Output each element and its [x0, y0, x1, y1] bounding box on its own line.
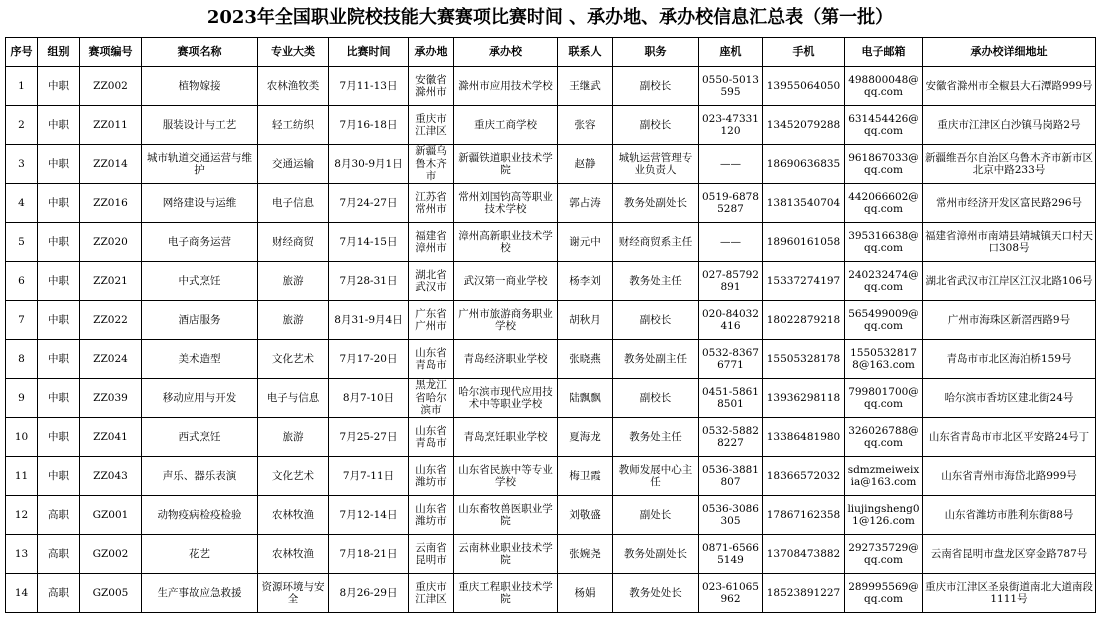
cell-mobile: 17867162358	[763, 496, 845, 535]
cell-host-school: 广州市旅游商务职业学校	[454, 301, 558, 340]
cell-event-name: 动物疫病检疫检验	[142, 496, 258, 535]
cell-mobile: 18960161058	[763, 223, 845, 262]
cell-position: 副校长	[613, 379, 699, 418]
cell-group: 中职	[38, 379, 80, 418]
header-group: 组别	[38, 38, 80, 67]
cell-address: 新疆维吾尔自治区乌鲁木齐市新市区北京中路233号	[923, 145, 1096, 184]
header-host-location: 承办地	[409, 38, 454, 67]
cell-event-code: ZZ014	[80, 145, 142, 184]
cell-position: 教务处处长	[613, 574, 699, 613]
summary-table	[5, 37, 1096, 613]
cell-major-category: 交通运输	[258, 145, 329, 184]
cell-address: 山东省青州市海岱北路999号	[923, 457, 1096, 496]
cell-index: 7	[6, 301, 38, 340]
header-competition-time: 比赛时间	[329, 38, 409, 67]
cell-event-name: 植物嫁接	[142, 67, 258, 106]
cell-event-name: 西式烹饪	[142, 418, 258, 457]
table-row	[6, 145, 1096, 184]
cell-email: sdmzmeiweixia@163.com	[845, 457, 923, 496]
cell-landline: 0536-3881807	[699, 457, 763, 496]
cell-major-category: 农林牧渔	[258, 535, 329, 574]
cell-host-location: 山东省潍坊市	[409, 457, 454, 496]
cell-event-code: ZZ039	[80, 379, 142, 418]
cell-index: 10	[6, 418, 38, 457]
cell-group: 高职	[38, 496, 80, 535]
header-row	[6, 38, 1096, 67]
header-major-category: 专业大类	[258, 38, 329, 67]
cell-host-school: 重庆工程职业技术学院	[454, 574, 558, 613]
cell-competition-time: 8月30-9月1日	[329, 145, 409, 184]
cell-position: 教务处副主任	[613, 340, 699, 379]
cell-landline: 0550-5013595	[699, 67, 763, 106]
cell-competition-time: 7月17-20日	[329, 340, 409, 379]
cell-host-school: 青岛烹饪职业学校	[454, 418, 558, 457]
cell-mobile: 15337274197	[763, 262, 845, 301]
cell-email: 15505328178@163.com	[845, 340, 923, 379]
cell-landline: 0532-83676771	[699, 340, 763, 379]
cell-event-name: 花艺	[142, 535, 258, 574]
cell-group: 中职	[38, 340, 80, 379]
cell-email: liujingsheng01@126.com	[845, 496, 923, 535]
table-row	[6, 301, 1096, 340]
cell-event-code: ZZ002	[80, 67, 142, 106]
header-event-code: 赛项编号	[80, 38, 142, 67]
cell-address: 安徽省滁州市全椒县大石潭路999号	[923, 67, 1096, 106]
cell-address: 常州市经济开发区富民路296号	[923, 184, 1096, 223]
table-body	[6, 67, 1096, 613]
cell-host-school: 新疆铁道职业技术学院	[454, 145, 558, 184]
cell-event-code: ZZ020	[80, 223, 142, 262]
cell-host-location: 江苏省常州市	[409, 184, 454, 223]
cell-host-location: 重庆市江津区	[409, 106, 454, 145]
header-index: 序号	[6, 38, 38, 67]
header-email: 电子邮箱	[845, 38, 923, 67]
cell-host-location: 安徽省滁州市	[409, 67, 454, 106]
cell-landline: 023-61065962	[699, 574, 763, 613]
cell-email: 326026788@qq.com	[845, 418, 923, 457]
table-row	[6, 535, 1096, 574]
cell-major-category: 电子与信息	[258, 379, 329, 418]
cell-event-code: GZ002	[80, 535, 142, 574]
cell-mobile: 13936298118	[763, 379, 845, 418]
cell-contact: 夏海龙	[558, 418, 613, 457]
cell-contact: 杨娟	[558, 574, 613, 613]
cell-major-category: 财经商贸	[258, 223, 329, 262]
cell-group: 中职	[38, 223, 80, 262]
cell-host-location: 重庆市江津区	[409, 574, 454, 613]
cell-contact: 谢元中	[558, 223, 613, 262]
cell-index: 8	[6, 340, 38, 379]
cell-landline: 0536-3086305	[699, 496, 763, 535]
cell-competition-time: 7月16-18日	[329, 106, 409, 145]
cell-competition-time: 7月25-27日	[329, 418, 409, 457]
cell-address: 青岛市市北区海泊桥159号	[923, 340, 1096, 379]
cell-position: 教务处主任	[613, 418, 699, 457]
cell-major-category: 旅游	[258, 262, 329, 301]
cell-contact: 张容	[558, 106, 613, 145]
cell-landline: 027-85792891	[699, 262, 763, 301]
cell-contact: 张晓燕	[558, 340, 613, 379]
table-row	[6, 223, 1096, 262]
cell-position: 副校长	[613, 106, 699, 145]
cell-event-name: 电子商务运营	[142, 223, 258, 262]
cell-address: 哈尔滨市香坊区建北街24号	[923, 379, 1096, 418]
cell-event-name: 城市轨道交通运营与维护	[142, 145, 258, 184]
cell-mobile: 15505328178	[763, 340, 845, 379]
cell-event-code: ZZ043	[80, 457, 142, 496]
header-host-school: 承办校	[454, 38, 558, 67]
cell-email: 289995569@qq.com	[845, 574, 923, 613]
cell-group: 中职	[38, 145, 80, 184]
table-row	[6, 184, 1096, 223]
cell-address: 山东省潍坊市胜利东街88号	[923, 496, 1096, 535]
table-row	[6, 262, 1096, 301]
cell-mobile: 13386481980	[763, 418, 845, 457]
cell-contact: 张婉尧	[558, 535, 613, 574]
cell-email: 799801700@qq.com	[845, 379, 923, 418]
cell-address: 重庆市江津区圣泉街道南北大道南段1111号	[923, 574, 1096, 613]
cell-mobile: 13452079288	[763, 106, 845, 145]
cell-address: 云南省昆明市盘龙区穿金路787号	[923, 535, 1096, 574]
header-contact: 联系人	[558, 38, 613, 67]
cell-position: 财经商贸系主任	[613, 223, 699, 262]
cell-email: 565499009@qq.com	[845, 301, 923, 340]
cell-mobile: 13708473882	[763, 535, 845, 574]
cell-major-category: 农林渔牧类	[258, 67, 329, 106]
cell-mobile: 13955064050	[763, 67, 845, 106]
cell-major-category: 轻工纺织	[258, 106, 329, 145]
cell-competition-time: 7月24-27日	[329, 184, 409, 223]
cell-event-code: ZZ011	[80, 106, 142, 145]
cell-index: 3	[6, 145, 38, 184]
cell-index: 6	[6, 262, 38, 301]
table-row	[6, 67, 1096, 106]
cell-landline: 0871-65665149	[699, 535, 763, 574]
cell-event-code: GZ005	[80, 574, 142, 613]
table-row	[6, 106, 1096, 145]
cell-host-location: 黑龙江省哈尔滨市	[409, 379, 454, 418]
cell-index: 13	[6, 535, 38, 574]
cell-mobile: 18366572032	[763, 457, 845, 496]
cell-landline: ——	[699, 145, 763, 184]
cell-host-school: 山东畜牧兽医职业学院	[454, 496, 558, 535]
cell-mobile: 18523891227	[763, 574, 845, 613]
cell-event-code: ZZ024	[80, 340, 142, 379]
cell-group: 中职	[38, 184, 80, 223]
cell-event-code: ZZ021	[80, 262, 142, 301]
cell-event-code: GZ001	[80, 496, 142, 535]
document-title: 2023年全国职业院校技能大赛赛项比赛时间 、承办地、承办校信息汇总表（第一批）	[206, 7, 894, 28]
cell-event-name: 移动应用与开发	[142, 379, 258, 418]
cell-competition-time: 7月12-14日	[329, 496, 409, 535]
cell-contact: 胡秋月	[558, 301, 613, 340]
cell-major-category: 旅游	[258, 301, 329, 340]
table-row	[6, 457, 1096, 496]
cell-host-location: 山东省青岛市	[409, 418, 454, 457]
cell-host-school: 青岛经济职业学校	[454, 340, 558, 379]
cell-competition-time: 7月28-31日	[329, 262, 409, 301]
cell-host-school: 哈尔滨市现代应用技术中等职业学校	[454, 379, 558, 418]
table-row	[6, 379, 1096, 418]
cell-competition-time: 8月26-29日	[329, 574, 409, 613]
cell-host-school: 常州刘国钧高等职业技术学校	[454, 184, 558, 223]
cell-position: 教务处副处长	[613, 184, 699, 223]
table-row	[6, 418, 1096, 457]
cell-host-location: 广东省广州市	[409, 301, 454, 340]
cell-group: 中职	[38, 106, 80, 145]
cell-event-code: ZZ016	[80, 184, 142, 223]
cell-index: 11	[6, 457, 38, 496]
header-position: 职务	[613, 38, 699, 67]
cell-competition-time: 7月18-21日	[329, 535, 409, 574]
cell-competition-time: 7月14-15日	[329, 223, 409, 262]
cell-contact: 梅卫霞	[558, 457, 613, 496]
cell-event-name: 声乐、器乐表演	[142, 457, 258, 496]
cell-contact: 郭占涛	[558, 184, 613, 223]
cell-event-name: 生产事故应急救援	[142, 574, 258, 613]
cell-group: 中职	[38, 301, 80, 340]
cell-major-category: 电子信息	[258, 184, 329, 223]
cell-landline: 0451-58618501	[699, 379, 763, 418]
cell-host-location: 湖北省武汉市	[409, 262, 454, 301]
cell-major-category: 文化艺术	[258, 457, 329, 496]
cell-address: 山东省青岛市市北区平安路24号丁	[923, 418, 1096, 457]
cell-group: 高职	[38, 574, 80, 613]
cell-group: 中职	[38, 418, 80, 457]
header-mobile: 手机	[763, 38, 845, 67]
cell-event-name: 网络建设与运维	[142, 184, 258, 223]
cell-host-school: 漳州高新职业技术学校	[454, 223, 558, 262]
cell-host-school: 重庆工商学校	[454, 106, 558, 145]
cell-event-name: 中式烹饪	[142, 262, 258, 301]
table-row	[6, 496, 1096, 535]
cell-group: 中职	[38, 457, 80, 496]
cell-email: 395316638@qq.com	[845, 223, 923, 262]
cell-index: 5	[6, 223, 38, 262]
cell-host-school: 云南林业职业技术学院	[454, 535, 558, 574]
header-address: 承办校详细地址	[923, 38, 1096, 67]
cell-event-code: ZZ041	[80, 418, 142, 457]
cell-major-category: 文化艺术	[258, 340, 329, 379]
cell-contact: 刘敬盛	[558, 496, 613, 535]
cell-event-code: ZZ022	[80, 301, 142, 340]
cell-position: 教务处副处长	[613, 535, 699, 574]
cell-host-location: 新疆乌鲁木齐市	[409, 145, 454, 184]
cell-landline: 023-47331120	[699, 106, 763, 145]
cell-position: 教师发展中心主任	[613, 457, 699, 496]
cell-email: 292735729@qq.com	[845, 535, 923, 574]
cell-host-school: 武汉第一商业学校	[454, 262, 558, 301]
cell-event-name: 酒店服务	[142, 301, 258, 340]
cell-event-name: 美术造型	[142, 340, 258, 379]
cell-major-category: 资源环境与安全	[258, 574, 329, 613]
cell-index: 2	[6, 106, 38, 145]
cell-contact: 陆飘飘	[558, 379, 613, 418]
cell-major-category: 旅游	[258, 418, 329, 457]
cell-email: 631454426@qq.com	[845, 106, 923, 145]
cell-host-location: 云南省昆明市	[409, 535, 454, 574]
header-event-name: 赛项名称	[142, 38, 258, 67]
cell-mobile: 13813540704	[763, 184, 845, 223]
cell-position: 副校长	[613, 67, 699, 106]
cell-host-location: 山东省青岛市	[409, 340, 454, 379]
cell-competition-time: 7月11-13日	[329, 67, 409, 106]
cell-email: 442066602@qq.com	[845, 184, 923, 223]
cell-index: 1	[6, 67, 38, 106]
cell-contact: 杨李刘	[558, 262, 613, 301]
cell-competition-time: 7月7-11日	[329, 457, 409, 496]
cell-host-school: 山东省民族中等专业学校	[454, 457, 558, 496]
cell-index: 14	[6, 574, 38, 613]
cell-address: 广州市海珠区新滘西路9号	[923, 301, 1096, 340]
cell-position: 副处长	[613, 496, 699, 535]
cell-address: 湖北省武汉市江岸区江汉北路106号	[923, 262, 1096, 301]
cell-position: 副校长	[613, 301, 699, 340]
cell-group: 中职	[38, 67, 80, 106]
cell-address: 福建省漳州市南靖县靖城镇天口村天口308号	[923, 223, 1096, 262]
cell-index: 4	[6, 184, 38, 223]
cell-event-name: 服装设计与工艺	[142, 106, 258, 145]
cell-major-category: 农林牧渔	[258, 496, 329, 535]
cell-position: 城轨运营管理专业负责人	[613, 145, 699, 184]
cell-position: 教务处主任	[613, 262, 699, 301]
cell-contact: 赵静	[558, 145, 613, 184]
table-row	[6, 340, 1096, 379]
cell-host-location: 山东省潍坊市	[409, 496, 454, 535]
cell-mobile: 18690636835	[763, 145, 845, 184]
cell-email: 498800048@qq.com	[845, 67, 923, 106]
cell-competition-time: 8月31-9月4日	[329, 301, 409, 340]
cell-host-location: 福建省漳州市	[409, 223, 454, 262]
cell-landline: 0532-58828227	[699, 418, 763, 457]
cell-landline: 0519-68785287	[699, 184, 763, 223]
cell-index: 12	[6, 496, 38, 535]
cell-address: 重庆市江津区白沙镇马岗路2号	[923, 106, 1096, 145]
cell-group: 高职	[38, 535, 80, 574]
cell-host-school: 滁州市应用技术学校	[454, 67, 558, 106]
cell-landline: 020-84032416	[699, 301, 763, 340]
cell-email: 961867033@qq.com	[845, 145, 923, 184]
table-row	[6, 574, 1096, 613]
cell-contact: 王继武	[558, 67, 613, 106]
cell-mobile: 18022879218	[763, 301, 845, 340]
cell-index: 9	[6, 379, 38, 418]
cell-landline: ——	[699, 223, 763, 262]
header-landline: 座机	[699, 38, 763, 67]
cell-group: 中职	[38, 262, 80, 301]
cell-email: 240232474@qq.com	[845, 262, 923, 301]
cell-competition-time: 8月7-10日	[329, 379, 409, 418]
